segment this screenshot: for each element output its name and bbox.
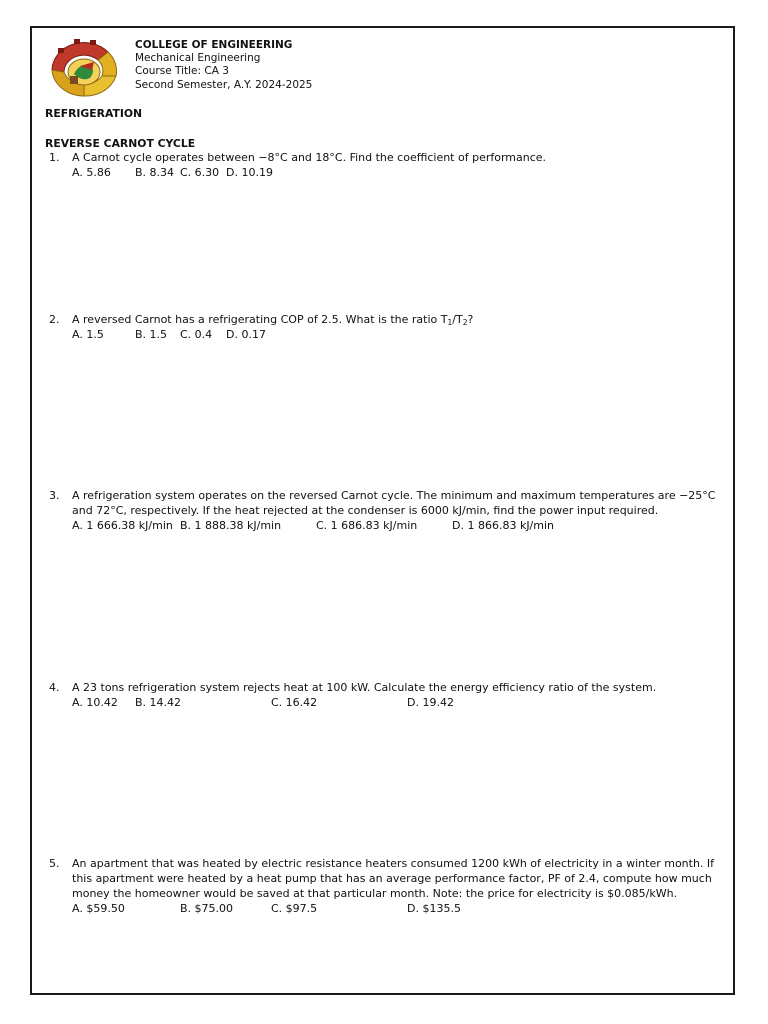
choice-b: B. $75.00 [180, 902, 234, 915]
question-1 [45, 150, 725, 180]
header-block [135, 39, 312, 92]
college-name: COLLEGE OF ENGINEERING [135, 39, 293, 51]
question-text: A Carnot cycle operates between −8°C and 18°C. Find the coefficient of performance. [72, 151, 547, 164]
question-number: 5. [49, 857, 60, 870]
choice-d: D. 10.19 [226, 166, 273, 179]
question-text-part: A reversed Carnot has a refrigerating COP of 2.5. What is the ratio T [72, 313, 448, 326]
section-title: REVERSE CARNOT CYCLE [45, 137, 196, 150]
course-title: Course Title: CA 3 [135, 65, 229, 78]
choice-c: C. 6.30 [180, 166, 220, 179]
answer-choices [72, 327, 725, 342]
choice-a: A. 5.86 [72, 166, 111, 179]
answer-choices [72, 518, 725, 533]
choice-c: C. 16.42 [271, 696, 318, 709]
semester: Second Semester, A.Y. 2024-2025 [135, 78, 313, 91]
choice-d: D. $135.5 [407, 902, 461, 915]
choice-a: A. 1 666.38 kJ/min [72, 519, 173, 532]
question-number: 1. [49, 151, 60, 164]
answer-choices [72, 695, 725, 710]
question-text: An apartment that was heated by electric resistance heaters consumed 1200 kWh of electricity in a winter month. If this apartment were heated by a heat pump that has an average performance factor, PF of 2.4, compute how much money the homeowner would be saved at that particular month. Note: the price for electricity is $0.085/kWh. [72, 857, 715, 900]
choice-a: A. $59.50 [72, 902, 125, 915]
question-3 [45, 488, 725, 533]
choice-c: C. 0.4 [180, 328, 213, 341]
question-text: A refrigeration system operates on the reversed Carnot cycle. The minimum and maximum temperatures are −25°C and 72°C, respectively. If the heat rejected at the condenser is 6000 kJ/min, find the power input required. [72, 489, 716, 517]
department-name: Mechanical Engineering [135, 52, 261, 65]
question-number: 4. [49, 681, 60, 694]
choice-b: B. 8.34 [135, 166, 175, 179]
choice-a: A. 1.5 [72, 328, 104, 341]
choice-d: D. 1 866.83 kJ/min [452, 519, 555, 532]
choice-c: C. $97.5 [271, 902, 318, 915]
subscript-1: 1 [447, 318, 453, 327]
question-4 [45, 680, 725, 710]
question-text-part: ? [467, 313, 474, 326]
answer-choices [72, 165, 725, 180]
choice-d: D. 19.42 [407, 696, 454, 709]
question-text-part: /T [452, 313, 463, 326]
question-number: 3. [49, 489, 60, 502]
question-text [72, 312, 725, 327]
choice-b: B. 1 888.38 kJ/min [180, 519, 282, 532]
choice-a: A. 10.42 [72, 696, 118, 709]
answer-choices [72, 901, 725, 916]
question-5 [45, 856, 725, 916]
choice-d: D. 0.17 [226, 328, 266, 341]
choice-c: C. 1 686.83 kJ/min [316, 519, 418, 532]
question-text: A 23 tons refrigeration system rejects heat at 100 kW. Calculate the energy efficiency ratio of the system. [72, 681, 657, 694]
choice-b: B. 1.5 [135, 328, 168, 341]
document-title: REFRIGERATION [45, 107, 143, 120]
question-2 [45, 312, 725, 342]
choice-b: B. 14.42 [135, 696, 182, 709]
subscript-2: 2 [462, 318, 468, 327]
college-logo [44, 36, 124, 98]
question-number: 2. [49, 313, 60, 326]
